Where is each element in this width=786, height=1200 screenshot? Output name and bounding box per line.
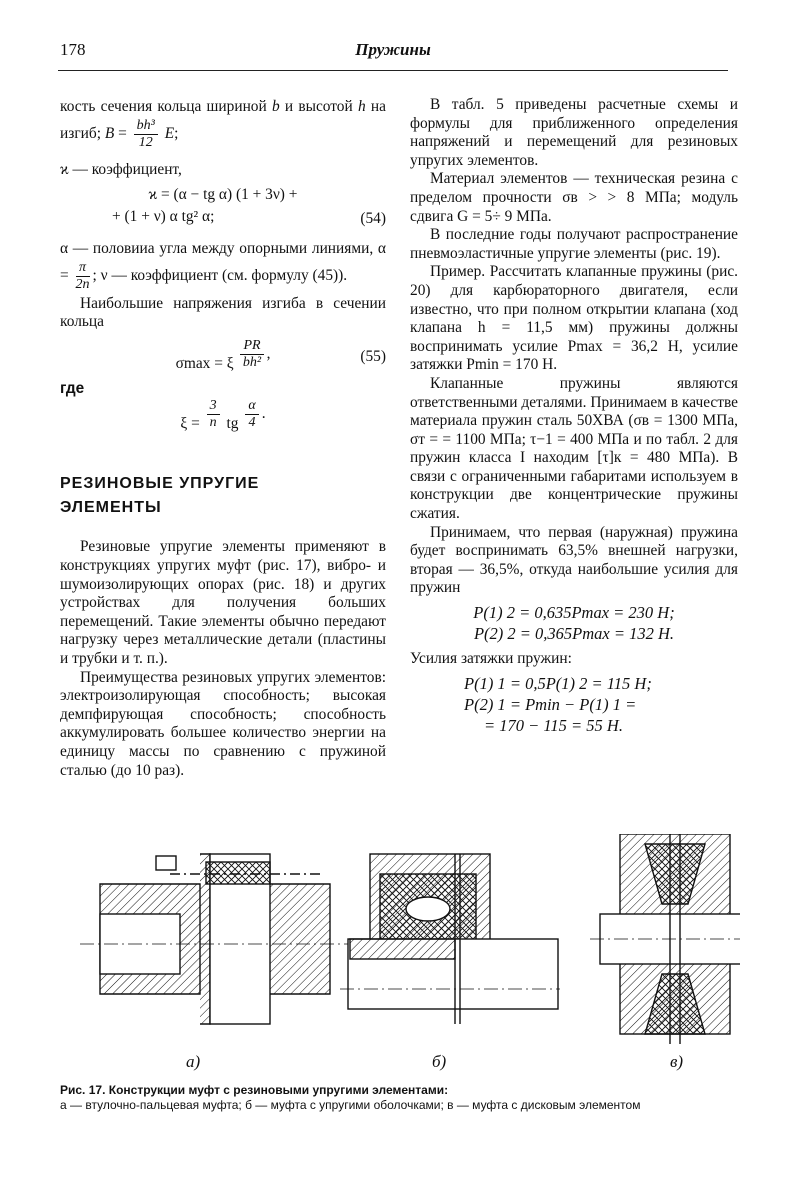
formula-54-line2: + (1 + ν) α tg² α; (54) bbox=[112, 207, 386, 227]
running-header bbox=[58, 36, 728, 71]
paragraph-example: Пример. Рассчитать клапанные пружины (рис. 20) для карбюраторного двигателя, если известно, что при полном открытии клапана (ход клапана h = 11,5 мм) пружины должны воспринимать усилие Pmax = 36,2 Н, усилие затяжки Pmin = 170 Н. bbox=[410, 263, 738, 374]
coupling-drawings bbox=[60, 834, 740, 1054]
alpha-definition: α — половииа угла между опорными линиями, α = $\frac{\pi}{2n}$ ; ν — коэффициент (см. формулу (45)). bbox=[60, 239, 386, 292]
formula-xi: ξ = $\frac{3}{n}$ tg $\frac{\alpha}{4}$ . bbox=[180, 398, 266, 433]
paragraph-pneumo: В последние годы получают распространение пневмоэластичные упругие элементы (рис. 19). bbox=[410, 226, 738, 262]
figure-label-b: б) bbox=[432, 1052, 447, 1071]
equations-preload: P(1) 1 = 0,5P(1) 2 = 115 Н; P(2) 1 = Pmin − P(1) 1 = = 170 − 115 = 55 Н. bbox=[464, 673, 652, 735]
page-number: 178 bbox=[60, 40, 86, 59]
paragraph-valve-springs: Клапанные пружины являются ответственными деталями. Принимаем в качестве материала пружин сталь 50ХВА (σв = 1300 МПа, σт = = 1100 МПа; τ−1 = 400 МПа и по табл. 2 для пружин класса I находим [τ]к = 480 МПа). В связи с ограниченными габаритами используем в конструкции две концентрические пружины сжатия. bbox=[410, 374, 738, 523]
formula-54-line1: ϰ = (α − tg α) (1 + 3ν) + bbox=[148, 185, 298, 203]
caption-title: Рис. 17. Конструкции муфт с резиновыми упругими элементами: bbox=[60, 1083, 449, 1097]
figure-caption bbox=[60, 1083, 740, 1113]
equation-number-54: (54) bbox=[360, 209, 386, 227]
equations-max-load: P(1) 2 = 0,635Pmax = 230 Н; P(2) 2 = 0,365Pmax = 132 Н. bbox=[473, 603, 675, 644]
where-label: где bbox=[60, 379, 85, 397]
paragraph-load-split: Принимаем, что первая (наружная) пружина будет воспринимать 63,5% внешней нагрузки, вторая — 36,5%, откуда наибольшие усилия для пружин bbox=[410, 523, 738, 597]
paragraph-material: Материал элементов — техническая резина с пределом прочности σв > > 8 МПа; модуль сдвига G = 5÷ 9 МПа. bbox=[410, 170, 738, 225]
caption-text: а — втулочно-пальцевая муфта; б — муфта с упругими оболочками; в — муфта с дисковым элементом bbox=[60, 1098, 641, 1112]
paragraph-table5: В табл. 5 приведены расчетные схемы и формулы для приближенного определения напряжений и перемещений для резиновых упругих элементов. bbox=[410, 96, 738, 169]
equation-number-55: (55) bbox=[360, 347, 386, 365]
formula-55: σmax = ξ $\frac{PR}{\text{bh²}}$ , (55) bbox=[175, 337, 386, 372]
paragraph-section-width: кость сечения кольца шириной b и высотой h на изгиб; B = $\frac{\text{bh³}}{12}$ E; bbox=[60, 98, 386, 150]
figure-label-a: а) bbox=[186, 1052, 201, 1071]
paragraph-rubber-elements: Резиновые упругие элементы применяют в конструкциях упругих муфт (рис. 17), вибро- и шумоизолирующих опорах (рис. 18) и других устройствах для получения больших перемещений. Такие элементы обычно передают нагрузку через металлические детали (пластины и трубки и т. п.). bbox=[60, 538, 386, 667]
paragraph-advantages: Преимущества резиновых упругих элементов: электроизолирующая способность; высокая демпфирующая способность; способность аккумулировать большее количество энергии на единицу массы по сравнению с пружиной сталью (до 10 раз). bbox=[60, 668, 386, 779]
running-title: Пружины bbox=[355, 40, 431, 59]
figure-label-c: в) bbox=[670, 1052, 684, 1071]
preload-label: Усилия затяжки пружин: bbox=[410, 650, 572, 668]
left-column bbox=[60, 96, 386, 780]
right-column bbox=[410, 96, 738, 736]
kappa-definition: ϰ — коэффициент, bbox=[60, 161, 182, 178]
paragraph-max-stress: Наибольшие напряжения изгиба в сечении кольца bbox=[60, 294, 386, 331]
drawing-a-pin-bush-coupling bbox=[80, 854, 350, 1024]
drawing-c-disc-coupling bbox=[590, 834, 740, 1044]
drawing-b-shell-coupling bbox=[340, 854, 560, 1024]
section-heading: РЕЗИНОВЫЕ УПРУГИЕ ЭЛЕМЕНТЫ bbox=[60, 475, 260, 517]
figure-couplings bbox=[60, 834, 740, 1064]
